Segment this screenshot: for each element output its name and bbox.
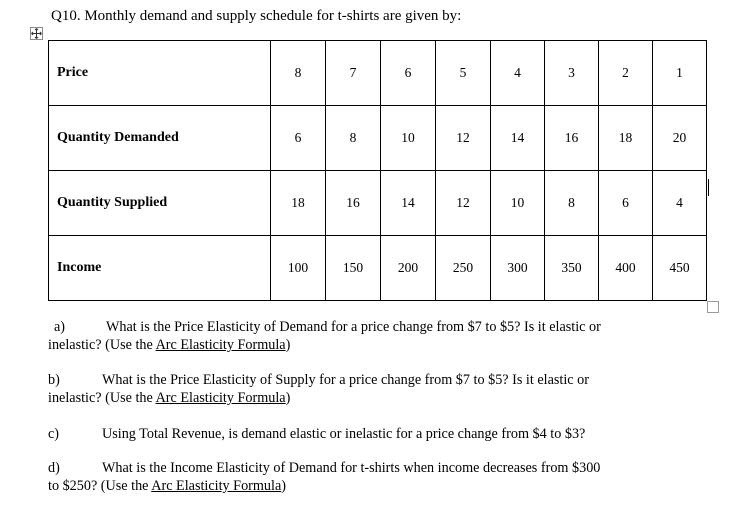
- table-cell: 8: [326, 106, 381, 171]
- table-cell: 450: [653, 236, 707, 301]
- table-cell: 16: [326, 171, 381, 236]
- question-a-line1: What is the Price Elasticity of Demand for a price change from $7 to $5? Is it elastic or: [106, 319, 601, 335]
- table-move-handle-icon[interactable]: [30, 27, 43, 40]
- question-b-line2-post: ): [285, 390, 291, 406]
- question-b-line1: What is the Price Elasticity of Supply for a price change from $7 to $5? Is it elastic or: [102, 372, 589, 388]
- table-cell: 150: [326, 236, 381, 301]
- arc-elasticity-link-a[interactable]: Arc Elasticity Formula: [155, 337, 286, 353]
- table-cell: 12: [436, 106, 491, 171]
- table-cell: 8: [545, 171, 599, 236]
- question-b-label: b): [48, 372, 60, 388]
- table-cell: 250: [436, 236, 491, 301]
- table-cell: 18: [271, 171, 326, 236]
- table-cell: 400: [599, 236, 653, 301]
- question-b-line2-pre: inelastic? (Use the: [48, 390, 156, 406]
- question-a-label: a): [54, 319, 66, 335]
- question-d-line1: What is the Income Elasticity of Demand for t-shirts when income decreases from $300: [102, 460, 601, 476]
- table-row: [49, 41, 707, 106]
- arc-elasticity-link-d[interactable]: Arc Elasticity Formula: [151, 478, 282, 494]
- question-c: [48, 425, 708, 443]
- row-label: Quantity Supplied: [49, 171, 271, 236]
- row-label: Income: [49, 236, 271, 301]
- table-cell: 6: [271, 106, 326, 171]
- question-a: [48, 318, 708, 354]
- table-cell: 14: [491, 106, 545, 171]
- table-cell: 18: [599, 106, 653, 171]
- row-label: Price: [49, 41, 271, 106]
- table-cell: 6: [381, 41, 436, 106]
- table-cell: 10: [491, 171, 545, 236]
- table-row: [49, 236, 707, 301]
- table-cell: 2: [599, 41, 653, 106]
- row-label: Quantity Demanded: [49, 106, 271, 171]
- question-d-line2-post: ): [281, 478, 286, 494]
- table-cell: 4: [653, 171, 707, 236]
- table-cell: 4: [491, 41, 545, 106]
- question-c-line1: Using Total Revenue, is demand elastic or inelastic for a price change from $4 to $3?: [102, 426, 586, 442]
- table-row: [49, 171, 707, 236]
- question-c-label: c): [48, 426, 60, 442]
- table-cell: 10: [381, 106, 436, 171]
- table-cell: 1: [653, 41, 707, 106]
- question-d-label: d): [48, 460, 60, 476]
- table-cell: 200: [381, 236, 436, 301]
- text-cursor: [708, 179, 709, 196]
- arc-elasticity-link-b[interactable]: Arc Elasticity Formula: [155, 390, 286, 406]
- schedule-table: [48, 40, 707, 301]
- table-cell: 100: [271, 236, 326, 301]
- question-d-line2-pre: to $250? (Use the: [48, 478, 152, 494]
- table-cell: 14: [381, 171, 436, 236]
- table-cell: 7: [326, 41, 381, 106]
- table-cell: 6: [599, 171, 653, 236]
- table-row: [49, 106, 707, 171]
- table-cell: 350: [545, 236, 599, 301]
- table-cell: 5: [436, 41, 491, 106]
- question-a-line2-post: ): [285, 337, 291, 353]
- table-cell: 12: [436, 171, 491, 236]
- question-title: Q10. Monthly demand and supply schedule for t-shirts are given by:: [51, 8, 462, 24]
- table-cell: 20: [653, 106, 707, 171]
- table-cell: 16: [545, 106, 599, 171]
- question-d: [48, 459, 708, 495]
- table-cell: 8: [271, 41, 326, 106]
- question-a-line2-pre: inelastic? (Use the: [48, 337, 156, 353]
- table-cell: 3: [545, 41, 599, 106]
- table-cell: 300: [491, 236, 545, 301]
- table-resize-handle[interactable]: [707, 301, 719, 313]
- question-b: [48, 371, 708, 407]
